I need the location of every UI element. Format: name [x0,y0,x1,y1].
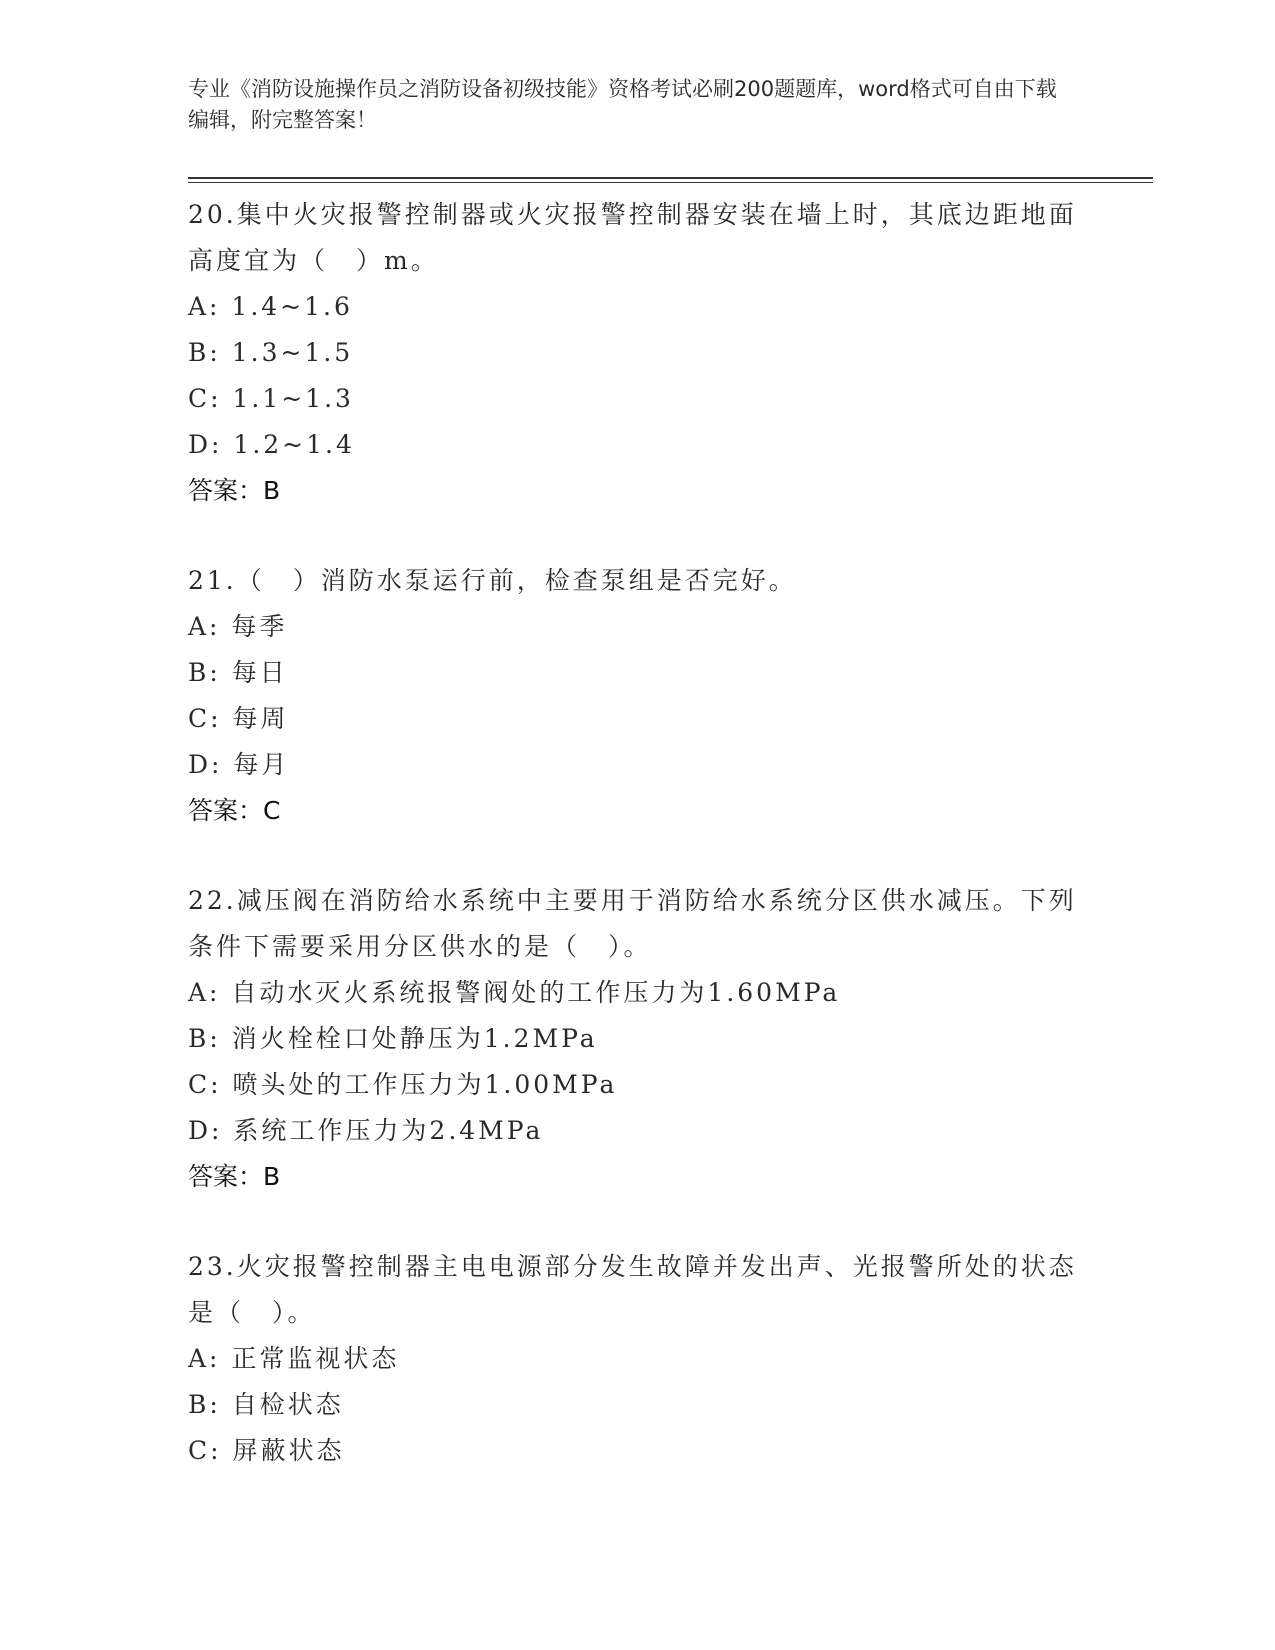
header-divider [188,177,1153,183]
option-b: B: 每日 [188,658,288,687]
question-text: 21.（ ）消防水泵运行前，检查泵组是否完好。 [188,566,797,595]
option-a: A: 自动水灭火系统报警阀处的工作压力为1.60MPa [188,978,841,1007]
question-21 [188,558,1088,834]
answer: 答案：B [188,476,281,505]
option-d: D: 每月 [188,750,290,779]
option-c: C: 1.1~1.3 [188,384,354,413]
answer: 答案：B [188,1162,281,1191]
option-c: C: 每周 [188,704,289,733]
option-b: B: 1.3~1.5 [188,338,354,367]
answer: 答案：C [188,796,281,825]
option-d: D: 1.2~1.4 [188,430,355,459]
question-list [188,192,1088,1518]
option-a: A: 1.4~1.6 [188,292,353,321]
question-23 [188,1244,1088,1474]
question-text: 22.减压阀在消防给水系统中主要用于消防给水系统分区供水减压。下列条件下需要采用分区供水的是（ ）。 [188,886,1077,961]
question-22 [188,878,1088,1200]
option-a: A: 每季 [188,612,288,641]
option-a: A: 正常监视状态 [188,1344,400,1373]
question-text: 23.火灾报警控制器主电电源部分发生故障并发出声、光报警所处的状态是（ ）。 [188,1252,1077,1327]
option-b: B: 自检状态 [188,1390,344,1419]
document-header: 专业《消防设施操作员之消防设备初级技能》资格考试必刷200题题库，word格式可自由下载编辑，附完整答案！ [188,77,1057,132]
option-c: C: 喷头处的工作压力为1.00MPa [188,1070,618,1099]
option-c: C: 屏蔽状态 [188,1436,345,1465]
option-b: B: 消火栓栓口处静压为1.2MPa [188,1024,598,1053]
question-text: 20.集中火灾报警控制器或火灾报警控制器安装在墙上时，其底边距地面高度宜为（ ）m。 [188,200,1077,275]
question-20 [188,192,1088,514]
option-d: D: 系统工作压力为2.4MPa [188,1116,544,1145]
